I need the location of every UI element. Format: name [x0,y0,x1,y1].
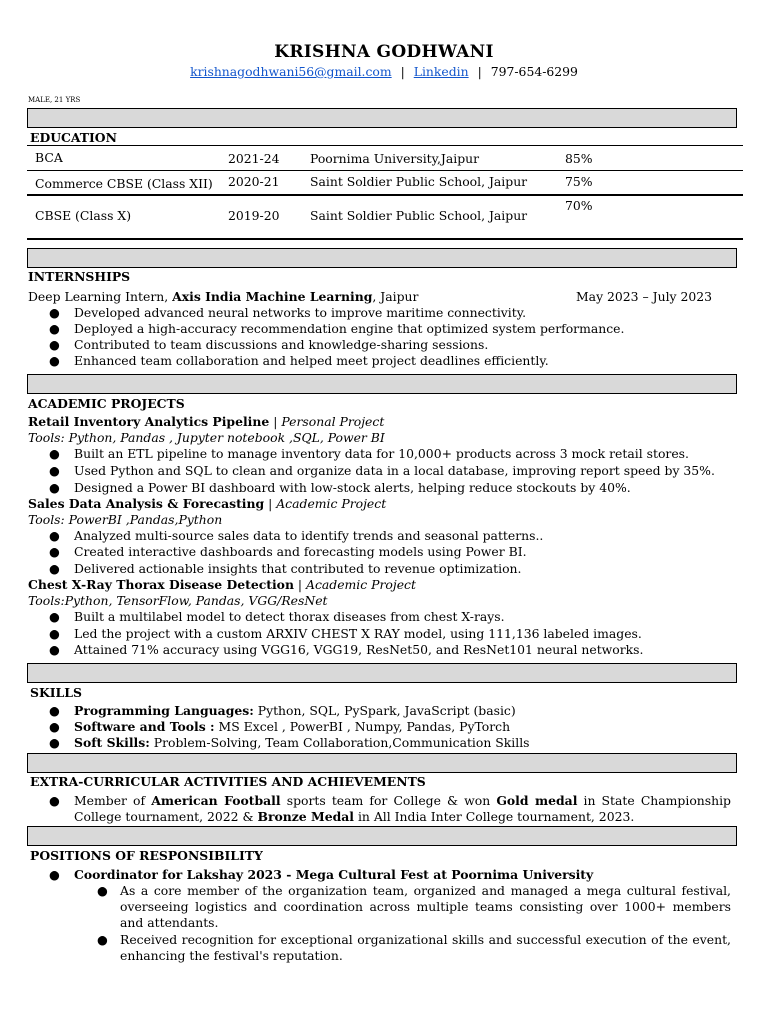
bullet-icon: ● [97,932,108,947]
project-title: Retail Inventory Analytics Pipeline | Personal Project [28,414,385,429]
section-heading-skills: SKILLS [30,685,82,700]
skill-line: Software and Tools : MS Excel , PowerBI , Numpy, Pandas, PyTorch [74,719,511,734]
bullet-icon: ● [49,446,60,461]
email-link[interactable]: krishnagodhwani56@gmail.com [190,64,392,79]
internship-role: Deep Learning Intern, [28,289,173,304]
personal-meta: MALE, 21 YRS [28,96,81,104]
bullet-icon: ● [49,544,60,559]
list-item-text: Used Python and SQL to clean and organize data in a local database, improving report speed by 35%. [74,463,715,478]
list-item-text: Created interactive dashboards and forecasting models using Power BI. [74,544,527,559]
list-item-text: Received recognition for exceptional organizational skills and successful execution of the event, enhancing the festival's reputation. [120,932,731,963]
contact-line [0,64,768,79]
internship-location: , Jaipur [372,289,419,304]
section-heading-projects: ACADEMIC PROJECTS [28,396,185,411]
internship-company: Axis India Machine Learning [172,289,373,304]
bullet-icon: ● [49,626,60,641]
bullet-icon: ● [49,793,60,808]
education-degree: BCA [35,150,63,165]
list-item-text: Developed advanced neural networks to improve maritime connectivity. [74,305,527,320]
bullet-icon: ● [49,703,60,718]
candidate-name: KRISHNA GODHWANI [274,42,494,62]
skill-line: Soft Skills: Problem-Solving, Team Collaboration,Communication Skills [74,735,530,750]
education-degree: Commerce CBSE (Class XII) [35,176,213,191]
bullet-icon: ● [49,867,60,882]
bullet-icon: ● [49,642,60,657]
skill-line: Programming Languages: Python, SQL, PySpark, JavaScript (basic) [74,703,516,718]
section-heading-education: EDUCATION [30,130,117,145]
list-item-text: Contributed to team discussions and knowledge-sharing sessions. [74,337,489,352]
section-divider-bar [27,826,737,846]
linkedin-link[interactable]: Linkedin [413,64,469,79]
education-years: 2021-24 [228,151,280,166]
list-item-text: Attained 71% accuracy using VGG16, VGG19, ResNet50, and ResNet101 neural networks. [74,642,644,657]
bullet-icon: ● [49,735,60,750]
table-rule [27,194,743,196]
position-title: Coordinator for Lakshay 2023 - Mega Cultural Fest at Poornima University [74,867,594,882]
project-tools: Tools:Python, TensorFlow, Pandas, VGG/ResNet [28,593,328,608]
bullet-icon: ● [49,337,60,352]
section-divider-bar [27,248,737,268]
internship-dates: May 2023 – July 2023 [576,289,713,304]
phone-number: 797-654-6299 [490,64,578,79]
section-heading-internships: INTERNSHIPS [28,269,131,284]
list-item-text: Enhanced team collaboration and helped meet project deadlines efficiently. [74,353,549,368]
bullet-icon: ● [97,883,108,898]
education-score: 70% [565,198,593,213]
education-score: 85% [565,151,593,166]
bullet-icon: ● [49,463,60,478]
list-item-text: As a core member of the organization team, organized and managed a mega cultural festival, overseeing logistics and coordination across multiple teams consisting over 1000+ members and attendants. [120,883,731,930]
list-item-text: Delivered actionable insights that contributed to revenue optimization. [74,561,522,576]
internship-title [28,289,418,304]
section-divider-bar [27,108,737,128]
education-institute: Saint Soldier Public School, Jaipur [310,208,528,223]
bullet-icon: ● [49,528,60,543]
list-item-text: Member of American Football sports team for College & won Gold medal in State Championship College tournament, 2022 & Bronze Medal in All India Inter College tournament, 2023. [74,793,731,824]
list-item-text: Analyzed multi-source sales data to identify trends and seasonal patterns.. [74,528,544,543]
bullet-icon: ● [49,305,60,320]
education-institute: Saint Soldier Public School, Jaipur [310,174,528,189]
project-title: Chest X-Ray Thorax Disease Detection | Academic Project [28,577,416,592]
section-divider-bar [27,663,737,683]
contact-separator: | [477,64,482,79]
project-title: Sales Data Analysis & Forecasting | Academic Project [28,496,387,511]
education-score: 75% [565,174,593,189]
list-item-text: Built an ETL pipeline to manage inventory data for 10,000+ products across 3 mock retail stores. [74,446,689,461]
table-rule [27,170,743,171]
section-heading-extracurricular: EXTRA-CURRICULAR ACTIVITIES AND ACHIEVEMENTS [30,774,426,789]
list-item-text: Led the project with a custom ARXIV CHEST X RAY model, using 111,136 labeled images. [74,626,642,641]
list-item-text: Designed a Power BI dashboard with low-stock alerts, helping reduce stockouts by 40%. [74,480,631,495]
section-divider-bar [27,753,737,773]
education-institute: Poornima University,Jaipur [310,151,480,166]
section-heading-positions: POSITIONS OF RESPONSIBILITY [30,848,263,863]
list-item-text: Built a multilabel model to detect thorax diseases from chest X-rays. [74,609,505,624]
bullet-icon: ● [49,353,60,368]
project-tools: Tools: PowerBI ,Pandas,Python [28,512,223,527]
bullet-icon: ● [49,480,60,495]
list-item-text: Deployed a high-accuracy recommendation engine that optimized system performance. [74,321,625,336]
education-years: 2019-20 [228,208,280,223]
table-rule [27,238,743,240]
project-tools: Tools: Python, Pandas , Jupyter notebook ,SQL, Power BI [28,430,385,445]
bullet-icon: ● [49,321,60,336]
bullet-icon: ● [49,719,60,734]
education-degree: CBSE (Class X) [35,208,132,223]
table-rule [27,145,743,146]
education-years: 2020-21 [228,174,280,189]
bullet-icon: ● [49,561,60,576]
section-divider-bar [27,374,737,394]
bullet-icon: ● [49,609,60,624]
contact-separator: | [400,64,405,79]
